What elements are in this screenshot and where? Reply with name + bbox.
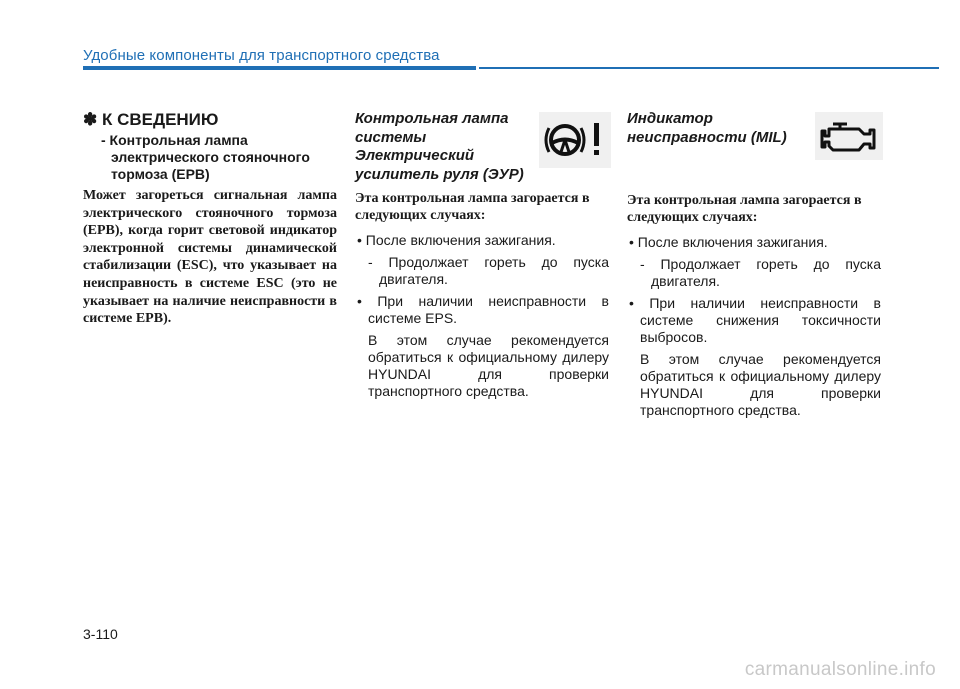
header-title: Удобные компоненты для транспортного средства [83, 47, 440, 64]
mil-section [627, 110, 881, 424]
notice-column [83, 110, 337, 328]
steering-warning-icon [539, 112, 611, 168]
header-rule-thin [479, 67, 939, 69]
mil-title: Индикатор неисправности (MIL) [627, 110, 787, 146]
eps-section [355, 110, 609, 405]
engine-check-icon [815, 112, 883, 160]
notice-title: ✽ К СВЕДЕНИЮ [83, 110, 219, 129]
eps-dash-engine: - Продолжает гореть до пуска двигателя. [368, 254, 609, 287]
mil-bullet-ignition: • После включения зажигания. [629, 234, 828, 250]
watermark: carmanualsonline.info [744, 659, 936, 680]
notice-subtitle: - Контрольная лампа электрического стояночного тормоза (EPB) [101, 132, 310, 182]
mil-recommendation: В этом случае рекомендуется обратиться к официальному дилеру HYUNDAI для проверки транспортного средства. [640, 351, 881, 418]
notice-body: Может загореться сигнальная лампа электрического стояночного тормоза (EPB), когда горит световой индикатор электронной системы динамической стабилизации (ESC), что указывает на неисправность в системе ESC (это не указывает на наличие неисправности в системе EPB). [83, 188, 337, 327]
mil-dash-engine: - Продолжает гореть до пуска двигателя. [640, 256, 881, 289]
eps-intro: Эта контрольная лампа загорается в следующих случаях: [355, 191, 590, 223]
eps-bullet-ignition: • После включения зажигания. [357, 232, 556, 248]
eps-bullet-fault: • При наличии неисправности в системе EPS. [357, 293, 609, 326]
mil-intro: Эта контрольная лампа загорается в следующих случаях: [627, 193, 862, 225]
header-rule-thick [83, 66, 476, 70]
eps-title: Контрольная лампа системы Электрический усилитель руля (ЭУР) [355, 110, 524, 183]
mil-bullet-fault: • При наличии неисправности в системе снижения токсичности выбросов. [629, 295, 881, 345]
eps-recommendation: В этом случае рекомендуется обратиться к официальному дилеру HYUNDAI для проверки транспортного средства. [368, 332, 609, 399]
page-number: 3-110 [83, 626, 118, 642]
